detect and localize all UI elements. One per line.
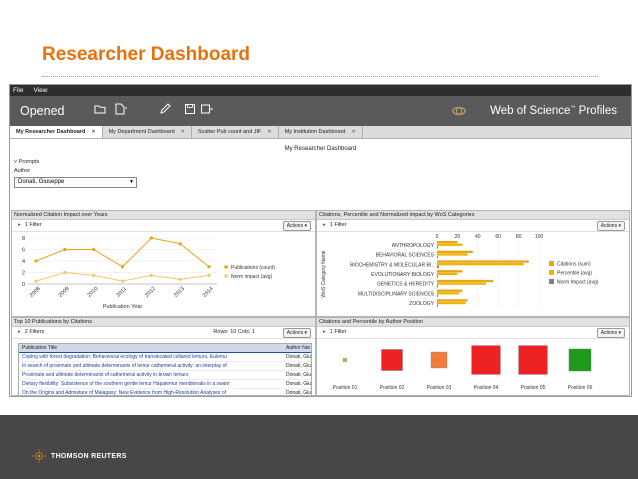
- citation-impact-chart: [12, 232, 312, 316]
- categories-panel: [316, 210, 630, 317]
- legend-label: Norm Impact (avg): [557, 279, 599, 286]
- tab-scatter-pub-count[interactable]: Scatter Pub count and JIF ✕: [192, 126, 279, 138]
- x-tick-label: 2014: [201, 285, 215, 299]
- bar: [437, 244, 463, 246]
- column-header[interactable]: Publication Title: [22, 345, 58, 351]
- expand-triangle-icon: ▸: [18, 329, 21, 335]
- data-point: [63, 248, 66, 251]
- y-tick-label: 2: [21, 270, 25, 277]
- data-point: [63, 271, 66, 274]
- dashboard-title: My Researcher Dashboard: [284, 146, 357, 152]
- tab-my-institution-dashboard[interactable]: My Institution Dashboard ✕: [279, 126, 363, 138]
- collapse-icon: ˅: [14, 159, 19, 165]
- legend-marker: [224, 274, 228, 278]
- data-point: [121, 280, 124, 283]
- category-label: BIOCHEMISTRY & MOLECULAR BI..: [349, 262, 434, 269]
- bar: [437, 290, 463, 292]
- legend-label: Publications (count): [231, 265, 275, 271]
- filter-toggle[interactable]: ▸ 1 Filter Actions ▾: [317, 220, 629, 232]
- data-point: [92, 248, 95, 251]
- x-tick-label: 2010: [86, 285, 100, 299]
- dropdown-arrow-icon: ▼: [129, 179, 134, 185]
- bar: [437, 270, 463, 272]
- table-row[interactable]: Proximate and ultimate determinants of cathemeral activity in brown lemurs Donati, Giu: [19, 371, 311, 380]
- folder-icon[interactable]: [94, 103, 106, 115]
- x-tick-label: 100: [534, 234, 544, 240]
- position-square: [431, 352, 447, 368]
- position-label: Position 06: [567, 385, 593, 391]
- bar: [437, 285, 438, 287]
- x-tick-label: 2012: [144, 285, 158, 299]
- close-tab-icon[interactable]: ✕: [267, 129, 272, 135]
- author-select[interactable]: Donati, Giuseppe ▼: [14, 177, 137, 188]
- menu-file[interactable]: File: [13, 87, 24, 94]
- filter-toggle[interactable]: ▸ 2 Filters Rows: 10 Cols: 1 Actions ▾: [12, 327, 315, 339]
- data-point: [92, 274, 95, 277]
- actions-button[interactable]: Actions ▾: [597, 328, 625, 338]
- data-point: [179, 278, 182, 281]
- data-point: [179, 242, 182, 245]
- legend-label: Norm impact (avg): [231, 274, 273, 280]
- bar: [437, 266, 439, 268]
- x-tick-label: 2009: [57, 285, 71, 299]
- new-document-icon[interactable]: [114, 103, 128, 115]
- close-tab-icon[interactable]: ✕: [351, 129, 356, 135]
- series-line: [36, 238, 209, 267]
- actions-button[interactable]: Actions ▾: [283, 221, 311, 231]
- bar: [437, 260, 529, 262]
- panel-title: Citations and Percentile by Author Position: [317, 318, 629, 327]
- bar: [437, 241, 457, 243]
- category-label: EVOLUTIONARY BIOLOGY: [371, 272, 434, 278]
- y-tick-label: 8: [21, 236, 25, 242]
- rows-cols-indicator: Rows: 10 Cols: 1: [213, 329, 255, 335]
- brand-name: THOMSON REUTERS: [51, 452, 127, 460]
- table-row[interactable]: On the Origins and Admixture of Malagasy: New Evidence from High-Resolution Analyses of Donati, Giu: [19, 389, 311, 396]
- author-position-chart: [317, 339, 627, 395]
- data-point: [34, 259, 37, 262]
- x-tick-label: 2013: [173, 285, 186, 299]
- bar: [437, 253, 468, 255]
- table-row[interactable]: In search of proximate and ultimate determinants of lemur cathemeral activity: an interplay of Donati, Giu: [19, 362, 311, 371]
- category-label: GENETICS & HEREDITY: [377, 281, 434, 288]
- position-panel: [316, 317, 630, 396]
- tab-bar: [10, 126, 631, 139]
- x-tick-label: 40: [475, 234, 481, 240]
- menu-bar: [10, 85, 631, 96]
- position-label: Position 03: [426, 385, 452, 391]
- data-point: [207, 274, 210, 277]
- y-tick-label: 6: [21, 247, 25, 254]
- table-header: [19, 344, 311, 353]
- bar: [437, 273, 457, 275]
- position-square: [569, 349, 591, 371]
- export-icon[interactable]: [200, 103, 214, 115]
- thomson-reuters-logo: [32, 449, 127, 463]
- x-axis-label: Publication Year: [102, 304, 143, 310]
- data-point: [150, 274, 153, 277]
- x-tick-label: 2011: [115, 285, 129, 299]
- bar: [437, 295, 438, 297]
- panel-title: Citations, Percentile and Normalized impact by WoS Categories: [317, 211, 629, 220]
- actions-button[interactable]: Actions ▾: [597, 221, 625, 231]
- tab-my-department-dashboard[interactable]: My Department Dashboard ✕: [103, 126, 192, 138]
- position-square: [519, 346, 548, 375]
- data-point: [207, 265, 210, 268]
- web-of-science-logo-icon: [452, 106, 466, 116]
- actions-button[interactable]: Actions ▾: [283, 328, 311, 338]
- y-axis-label: WoS Category Name: [321, 250, 327, 298]
- expand-triangle-icon: ▸: [18, 222, 21, 228]
- y-tick-label: 4: [21, 259, 25, 265]
- x-tick-label: 2008: [28, 285, 42, 299]
- category-label: MULTIDISCIPLINARY SCIENCES: [357, 291, 434, 298]
- menu-view[interactable]: View: [33, 87, 48, 94]
- bar: [437, 299, 468, 301]
- bar: [437, 280, 493, 282]
- bar: [437, 292, 459, 294]
- bar: [437, 256, 438, 258]
- author-label: Author: [14, 168, 31, 174]
- expand-triangle-icon: ▸: [323, 222, 326, 228]
- table-row[interactable]: Dietary flexibility: Subsistence of the southern gentle lemur Hapalemur meridionalis in a swam Donati, Giu: [19, 380, 311, 389]
- panel-title: Top 10 Publications by Citations: [12, 318, 315, 327]
- publications-table: [18, 343, 312, 396]
- x-tick-label: 60: [495, 234, 501, 240]
- tab-my-researcher-dashboard[interactable]: My Researcher Dashboard ✕: [10, 126, 103, 138]
- position-label: Position 04: [473, 385, 499, 391]
- legend-label: Percentile (avg): [557, 270, 593, 277]
- reuters-dots-icon: [32, 449, 46, 463]
- edit-pencil-icon[interactable]: [159, 103, 171, 115]
- data-point: [121, 265, 124, 268]
- toolbar: [10, 96, 631, 126]
- y-tick-label: 0: [21, 282, 25, 288]
- citation-impact-panel: [11, 210, 316, 317]
- legend-marker: [224, 265, 228, 269]
- slide-footer: [0, 415, 638, 479]
- prompts-toggle[interactable]: ˅ Prompts: [14, 159, 40, 165]
- bar: [437, 275, 438, 277]
- panel-title: Normalized Citation Impact over Years: [12, 211, 315, 220]
- legend-swatch: [549, 270, 554, 275]
- save-icon[interactable]: [184, 103, 196, 115]
- category-label: BEHAVIORAL SCIENCES: [375, 252, 434, 259]
- bar: [437, 304, 438, 306]
- x-tick-label: 80: [515, 234, 522, 240]
- x-tick-label: 0: [435, 234, 439, 240]
- table-row[interactable]: Coping with forest degradation: Behavioural ecology of translocated collared lemurs, Eulemu Donati, Giu: [19, 353, 311, 362]
- filter-toggle[interactable]: ▸ 1 Filter Actions ▾: [317, 327, 629, 339]
- data-point: [150, 236, 153, 239]
- position-square: [343, 358, 346, 361]
- product-name: Web of Science™ Profiles: [490, 105, 617, 117]
- bar: [437, 246, 438, 248]
- opened-label: Opened: [20, 104, 65, 118]
- top10-panel: [11, 317, 316, 396]
- legend-label: Citations (sum): [557, 261, 591, 268]
- position-label: Position 01: [332, 385, 358, 391]
- app-window: [9, 84, 632, 397]
- position-square: [472, 346, 501, 375]
- position-square: [381, 349, 402, 370]
- legend-swatch: [549, 279, 554, 284]
- category-label: ANTHROPOLOGY: [391, 242, 434, 249]
- slide-title: Researcher Dashboard: [42, 44, 251, 65]
- title-divider: [42, 76, 598, 77]
- column-header[interactable]: Author Nar: [286, 345, 311, 351]
- position-label: Position 02: [379, 385, 405, 391]
- categories-chart: [317, 232, 627, 316]
- filter-toggle[interactable]: ▸ 1 Filter Actions ▾: [12, 220, 315, 232]
- x-tick-label: 20: [454, 234, 461, 240]
- bar: [437, 302, 466, 304]
- category-label: ZOOLOGY: [409, 301, 434, 308]
- bar: [437, 251, 473, 253]
- bar: [437, 263, 524, 265]
- close-tab-icon[interactable]: ✕: [180, 129, 185, 135]
- bar: [437, 282, 486, 284]
- legend-swatch: [549, 261, 554, 266]
- expand-triangle-icon: ▸: [323, 329, 326, 335]
- close-tab-icon[interactable]: ✕: [91, 129, 96, 135]
- position-label: Position 05: [520, 385, 546, 391]
- data-point: [34, 280, 37, 283]
